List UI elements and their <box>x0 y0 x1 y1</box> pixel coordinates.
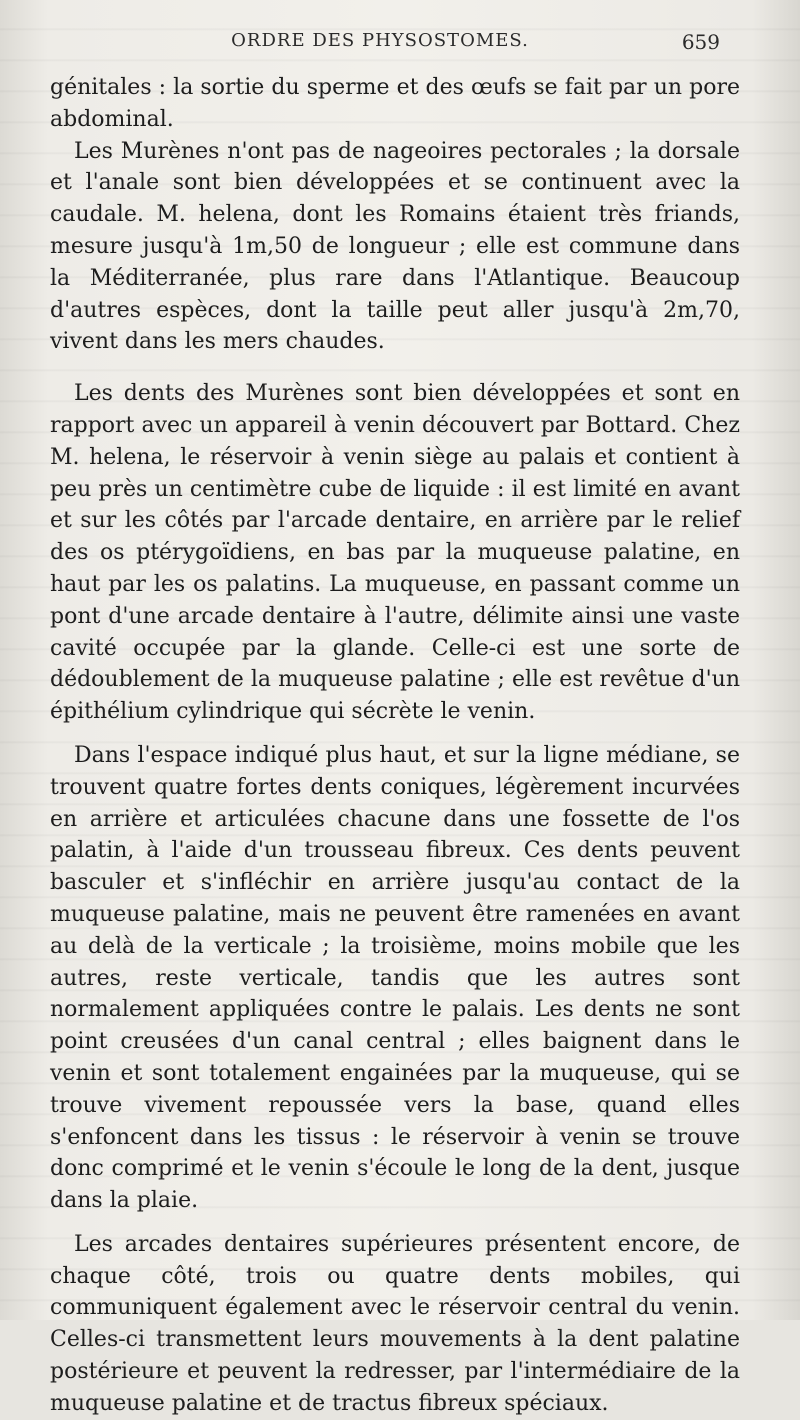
running-title: ORDRE DES PHYSOSTOMES. <box>231 30 529 51</box>
paragraph-continued: génitales : la sortie du sperme et des œufs se fait par un pore abdominal. <box>50 75 740 132</box>
paragraph-arcades-dentaires: Les arcades dentaires supérieures présentent encore, de chaque côté, trois ou quatre dents mobiles, qui communiquent également avec le réservoir central du venin. Celles-ci transmettent leurs mouvements à la dent palatine postérieure et peuvent la redresser, par l'intermédiaire de la muqueuse palatine et de tractus fibreux spéciaux. <box>50 1231 740 1416</box>
paragraph-dents-venin: Les dents des Murènes sont bien développées et sont en rapport avec un appareil à venin découvert par Bottard. Chez M. helena, le réservoir à venin siège au palais et contient à peu près un centimètre cube de liquide : il est limité en avant et sur les côtés par l'arcade dentaire, en arrière par le relief des os ptérygoïdiens, en bas par la muqueuse palatine, en haut par les os palatins. La muqueuse, en passant comme un pont d'une arcade dentaire à l'autre, délimite ainsi une vaste cavité occupée par la glande. Celle-ci est une sorte de dédoublement de la muqueuse palatine ; elle est revêtue d'un épithélium cylindrique qui sécrète le venin. <box>50 381 740 725</box>
page-number: 659 <box>681 30 720 54</box>
page-header <box>50 30 720 62</box>
body-text <box>50 72 740 1420</box>
paragraph-dents-coniques: Dans l'espace indiqué plus haut, et sur la ligne médiane, se trouvent quatre fortes dents coniques, légèrement incurvées en arrière et articulées chacune dans une fossette de l'os palatin, à l'aide d'un trousseau fibreux. Ces dents peuvent basculer et s'infléchir en arrière jusqu'au contact de la muqueuse palatine, mais ne peuvent être ramenées en avant au delà de la verticale ; la troisième, moins mobile que les autres, reste verticale, tandis que les autres sont normalement appliquées contre le palais. Les dents ne sont point creusées d'un canal central ; elles baignent dans le venin et sont totalement engainées par la muqueuse, qui se trouve vivement repoussée vers la base, quand elles s'enfoncent dans les tissus : le réservoir à venin se trouve donc comprimé et le venin s'écoule le long de la dent, jusque dans la plaie. <box>50 742 740 1214</box>
paragraph-murenes-nageoires: Les Murènes n'ont pas de nageoires pectorales ; la dorsale et l'anale sont bien développées et se continuent avec la caudale. M. helena, dont les Romains étaient très friands, mesure jusqu'à 1m,50 de longueur ; elle est commune dans la Méditerranée, plus rare dans l'Atlantique. Beaucoup d'autres espèces, dont la taille peut aller jusqu'à 2m,70, vivent dans les mers chaudes. <box>50 138 740 355</box>
